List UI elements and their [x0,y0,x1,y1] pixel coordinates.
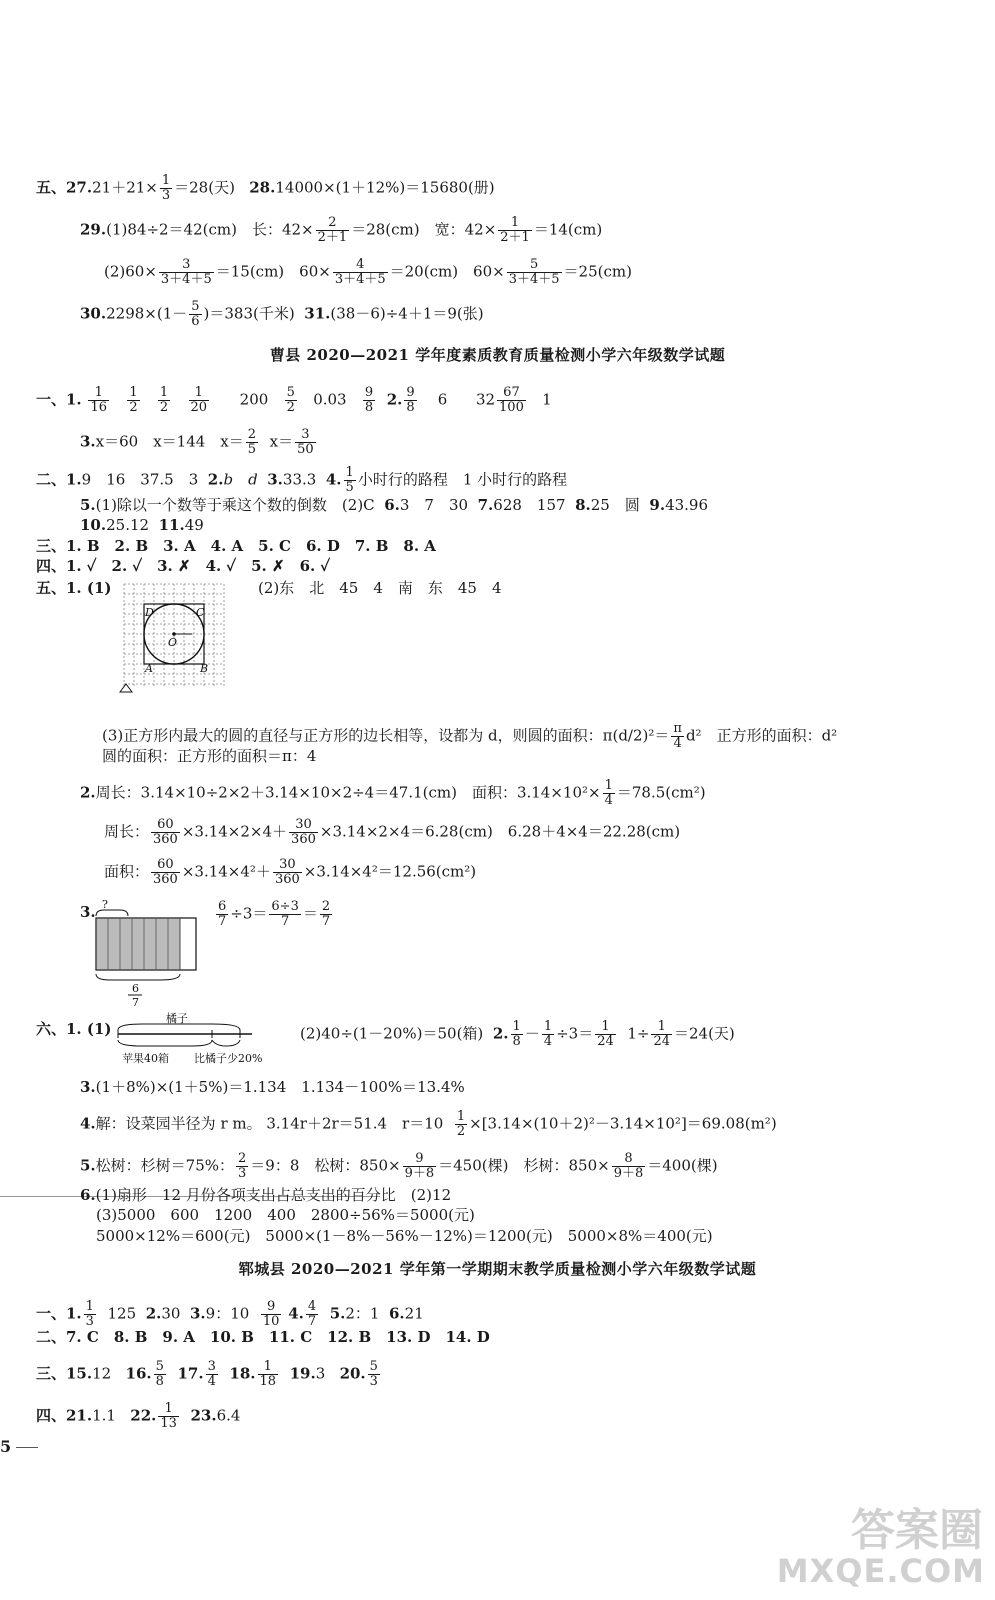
fraction: $\frac{60}{360}$ [153,817,178,847]
answer-line: (3)5000 600 1200 400 2800÷56%＝5000(元) [96,1206,475,1224]
fraction: $\frac{1}{8}$ [512,1019,521,1049]
fraction: $\frac{2}{7}$ [321,899,331,929]
fraction: $\frac{1}{2}$ [456,1109,466,1139]
answer-line: 5.松树：杉树＝75%： $\frac{2}{3}$ ＝9：8 松树：850× $\frac{9}{9+8}$ ＝450(棵) 杉树：850× $\frac{8}{9+8}$ ＝400(棵) [80,1151,718,1181]
bar-figure [90,898,210,1010]
q-number: 五、27. [36,178,93,197]
fraction: $\frac{1}{20}$ [190,385,208,415]
answer-line: 三、15.12 16. $\frac{5}{8}$ 17. $\frac{3}{4}$ 18. $\frac{1}{18}$ 19.3 20. $\frac{5}{3}$ [36,1359,378,1389]
label-b: B [200,662,209,675]
fraction: $\frac{9}{10}$ [262,1299,280,1329]
answer-text: ＝28(cm) 宽：42× [351,220,497,239]
answer-line [80,216,602,245]
fraction: $\frac{30}{360}$ [291,817,316,847]
grid-circle-figure [118,580,230,698]
fraction: $\frac{1}{18}$ [259,1359,277,1389]
answer-line: 5000×12%＝600(元) 5000×(1－8%－56%－12%)＝1200(元) 5000×8%＝400(元) [96,1227,713,1245]
answer-line: 六、1. (1) [36,1020,112,1038]
fraction: $\frac{3}{4}$ [207,1359,216,1389]
segment-figure [112,1012,272,1072]
answer-line: $\frac{6}{7}$ ÷3＝ $\frac{6\div 3}{7}$ ＝ $\frac{2}{7}$ [218,899,331,929]
q-number: 28. [249,178,276,197]
watermark-logo [776,1490,995,1600]
label-a: A [145,662,153,675]
answer-line: 五、1. (1) [36,579,112,597]
section-title: 曹县 2020—2021 学年度素质教育质量检测小学六年级数学试题 [269,346,726,364]
watermark-domain: MXQE.COM [776,1552,985,1590]
fraction: $\frac{9}{8}$ [364,385,374,415]
fraction: $\frac{1}{24}$ [653,1019,670,1049]
answer-line: 3. [80,903,96,921]
fraction: $\frac{1}{5}$ [345,465,354,495]
fraction: $\frac{2}{3}$ [238,1151,247,1181]
answer-line: 二、1.9 16 37.5 3 2.b d 3.33.3 4. $\frac{1}{5}$ 小时行的路程 1 小时行的路程 [36,465,568,495]
fraction: $\frac{1}{3}$ [161,173,171,203]
fraction: $\frac{3}{50}$ [297,427,314,457]
page-number: 5 [0,1437,12,1456]
fraction: $\frac{5}{3+4+5}$ [508,257,560,287]
fraction: $\frac{5}{8}$ [155,1359,164,1389]
answer-line: 6.(1)扇形 12 月份各项支出占总支出的百分比 (2)12 [80,1186,452,1204]
answer-line: 3.x＝60 x＝144 x＝ $\frac{2}{5}$ x＝ $\frac{3}{50}$ [80,427,314,457]
fraction: $\frac{5}{6}$ [191,299,200,329]
fraction: $\frac{5}{2}$ [286,385,295,415]
fraction: $\frac{1}{16}$ [90,385,107,415]
answer-line: 30.2298×(1－ $\frac{5}{6}$ )＝383(千米) 31.(38－6)÷4＋1＝9(张) [80,299,484,329]
answer-line: 三、1. B 2. B 3. A 4. A 5. C 6. D 7. B 8. A [36,537,436,555]
answer-line: 四、21.1.1 22. $\frac{1}{13}$ 23.6.4 [36,1401,241,1431]
answer-line: (3)正方形内最大的圆的直径与正方形的边长相等，设都为 d，则圆的面积：π(d/2)²＝ $\frac{\pi}{4}$ d² 正方形的面积：d² [102,721,838,751]
fraction: $\frac{1}{24}$ [597,1019,614,1049]
frac-num: 6 [132,982,139,995]
fraction: $\frac{1}{4}$ [604,778,613,808]
fraction: $\frac{9}{8}$ [406,385,415,415]
answer-text: 14000×(1＋12%)＝15680(册) [275,178,495,197]
answer-line: (2)60× $\frac{3}{3+4+5}$ ＝15(cm) 60× $\frac{4}{3+4+5}$ ＝20(cm) 60× $\frac{5}{3+4+5}$ ＝25(cm) [104,257,632,287]
fraction: $\frac{1}{2+1}$ [500,215,530,245]
answer-line [36,174,495,203]
label-c: C [196,606,205,619]
answer-line: 一、1. $\frac{1}{16}$ $\frac{1}{2}$ $\frac{1}{2}$ $\frac{1}{20}$ 200 $\frac{5}{2}$ 0.03 $\frac{9}{8}$ 2. $\frac{9}{8}$ 6 32 $\frac{67}{100}$ 1 [36,385,552,415]
answer-line: 周长： $\frac{60}{360}$ ×3.14×2×4＋ $\frac{30}{360}$ ×3.14×2×4＝6.28(cm) 6.28＋4×4＝22.28(cm) [104,817,681,847]
answer-text: 21＋21× [92,178,158,197]
question-mark: ? [102,898,108,911]
fraction: $\frac{\pi}{4}$ [673,721,682,751]
answer-line: 4.解：设菜园半径为 r m。 3.14r＋2r＝51.4 r＝10 $\frac{1}{2}$ ×[3.14×(10＋2)²－3.14×10²]＝69.08(m²) [80,1109,777,1139]
label-bottom-1: 苹果40箱 [122,1052,169,1065]
answer-line: 3.(1＋8%)×(1＋5%)＝1.134 1.134－100%＝13.4% [80,1078,465,1096]
fraction: $\frac{2}{5}$ [247,427,257,457]
fraction: $\frac{4}{3+4+5}$ [334,257,386,287]
page-number-rule [16,1447,38,1448]
answer-line: (2)40÷(1－20%)＝50(箱) 2. $\frac{1}{8}$ － $\frac{1}{4}$ ÷3＝ $\frac{1}{24}$ 1÷ $\frac{1}{24}$ ＝24(天) [300,1019,735,1049]
answer-line: 二、7. C 8. B 9. A 10. B 11. C 12. B 13. D 14. D [36,1328,490,1346]
fraction: $\frac{5}{3}$ [369,1359,378,1389]
fraction: $\frac{60}{360}$ [153,857,178,887]
fraction: $\frac{1}{3}$ [85,1299,94,1329]
label-d: D [145,606,154,619]
fraction: $\frac{2}{2+1}$ [317,215,348,245]
label-bottom-2: 比橘子少20% [194,1052,263,1065]
fraction: $\frac{6\div 3}{7}$ [271,899,299,929]
answer-line: 5.(1)除以一个数等于乘这个数的倒数 (2)C 6.3 7 30 7.628 157 8.25 圆 9.43.96 [80,496,709,514]
label-top: 橘子 [166,1012,188,1025]
answer-line: 圆的面积：正方形的面积＝π：4 [102,747,317,765]
answer-line: (2)东 北 45 4 南 东 45 4 [258,579,502,597]
fraction: $\frac{1}{2}$ [159,385,169,415]
fraction: $\frac{4}{7}$ [307,1299,317,1329]
fraction: $\frac{30}{360}$ [274,857,300,887]
fraction: $\frac{1}{13}$ [160,1401,177,1431]
answer-line: 面积： $\frac{60}{360}$ ×3.14×4²＋ $\frac{30}{360}$ ×3.14×4²＝12.56(cm²) [104,857,477,887]
answer-line: 10.25.12 11.49 [80,516,204,534]
fraction: $\frac{67}{100}$ [499,385,524,415]
answer-text: ＝28(天) [174,178,235,197]
label-o: O [168,636,178,649]
answer-text: (1)84÷2＝42(cm) 长：42× [106,220,314,239]
fraction: $\frac{8}{9+8}$ [613,1151,644,1181]
fraction: $\frac{9}{9+8}$ [404,1151,435,1181]
fraction: $\frac{3}{3+4+5}$ [160,257,212,287]
q-number: 29. [80,220,107,239]
answer-line: 一、1. $\frac{1}{3}$ 125 2.30 3.9：10 $\frac{9}{10}$ 4. $\frac{4}{7}$ 5.2：1 6.21 [36,1299,424,1329]
fraction: $\frac{1}{2}$ [129,385,138,415]
fraction: $\frac{6}{7}$ [218,899,227,929]
frac-den: 7 [132,996,139,1009]
answer-line: 四、1. ✓ 2. ✓ 3. ✗ 4. ✓ 5. ✗ 6. ✓ [36,557,331,575]
watermark-text: 答案圈 [851,1505,983,1556]
fraction: $\frac{1}{4}$ [543,1019,553,1049]
answer-text: ＝14(cm) [533,220,603,239]
section-title: 郓城县 2020—2021 学年第一学期期末教学质量检测小学六年级数学试题 [238,1260,757,1278]
answer-line: 2.周长：3.14×10÷2×2＋3.14×10×2÷4＝47.1(cm) 面积：3.14×10²× $\frac{1}{4}$ ＝78.5(cm²) [80,778,706,808]
